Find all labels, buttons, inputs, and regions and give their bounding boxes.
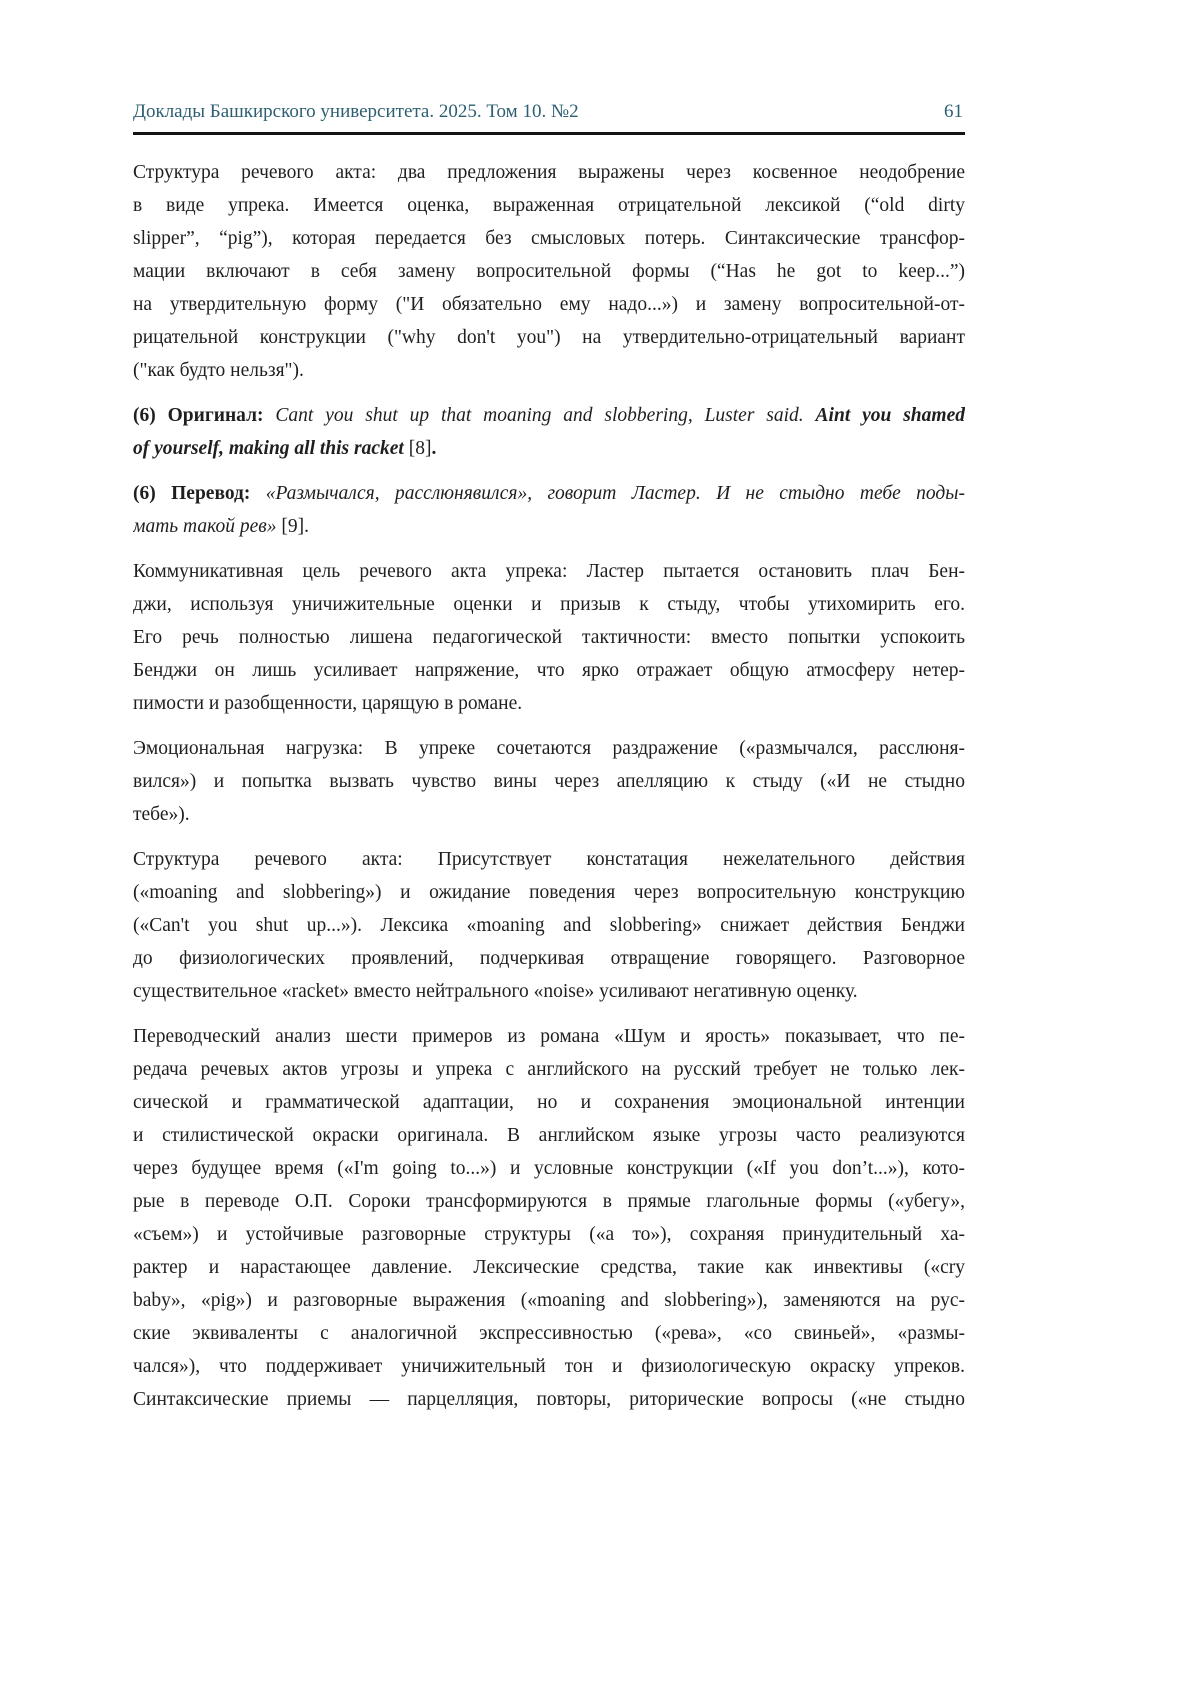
- text-run: Эмоциональная нагрузка: В упреке сочетаются раздражение («размычался, расслюня-: [133, 738, 965, 759]
- page-content: [133, 101, 965, 1416]
- text-run: через будущее время («I'm going to...») и условные конструкции («If you don’t...»), кото-: [133, 1158, 965, 1179]
- journal-title: Доклады Башкирского университета. 2025. Том 10. №2: [133, 101, 579, 122]
- text-line: [133, 588, 965, 621]
- text-line: [133, 477, 965, 510]
- text-run: на утвердительную форму ("И обязательно ему надо...») и замену вопросительной-от-: [133, 294, 965, 315]
- text-run: («moaning and slobbering») и ожидание поведения через вопросительную конструкцию: [133, 882, 965, 903]
- text-line: [133, 1383, 965, 1416]
- text-run: Синтаксические приемы — парцелляция, повторы, риторические вопросы («не стыдно: [133, 1389, 965, 1410]
- text-line: [133, 687, 965, 720]
- text-line: [133, 1251, 965, 1284]
- text-run: ("как будто нельзя").: [133, 360, 304, 381]
- text-line: [133, 1020, 965, 1053]
- text-run: мать такой рев»: [133, 516, 277, 537]
- text-run: тебе»).: [133, 804, 190, 825]
- text-run: чался»), что поддерживает уничижительный тон и физиологическую окраску упреков.: [133, 1356, 965, 1377]
- text-run: «съем») и устойчивые разговорные структуры («а то»), сохраняя принудительный ха-: [133, 1224, 965, 1245]
- paragraph: [133, 477, 965, 543]
- text-line: [133, 510, 965, 543]
- text-line: [133, 732, 965, 765]
- text-line: [133, 1218, 965, 1251]
- text-run: рицательной конструкции ("why don't you") на утвердительно-отрицательный вариант: [133, 327, 965, 348]
- text-line: [133, 975, 965, 1008]
- header-rule: [133, 132, 965, 135]
- text-run: и стилистической окраски оригинала. В английском языке угрозы часто реализуются: [133, 1125, 965, 1146]
- text-line: [133, 1317, 965, 1350]
- text-run: редача речевых актов угрозы и упрека с английского на русский требует не только лек-: [133, 1059, 965, 1080]
- text-run: slipper”, “pig”), которая передается без смысловых потерь. Синтаксические трансфор-: [133, 228, 965, 249]
- text-line: [133, 1119, 965, 1152]
- text-line: [133, 288, 965, 321]
- paragraph: [133, 843, 965, 1008]
- text-line: [133, 354, 965, 387]
- text-run: существительное «racket» вместо нейтрального «noise» усиливают негативную оценку.: [133, 981, 858, 1002]
- text-run: рые в переводе О.П. Сороки трансформируются в прямые глагольные формы («убегу»,: [133, 1191, 965, 1212]
- text-run: в виде упрека. Имеется оценка, выраженная отрицательной лексикой (“old dirty: [133, 195, 965, 216]
- text-line: [133, 942, 965, 975]
- text-run: до физиологических проявлений, подчеркивая отвращение говорящего. Разговорное: [133, 948, 965, 969]
- text-line: [133, 654, 965, 687]
- text-run: пимости и разобщенности, царящую в романе.: [133, 693, 523, 714]
- text-run: Aint you shamed: [815, 405, 965, 426]
- text-line: [133, 1086, 965, 1119]
- running-header: [133, 101, 965, 132]
- paragraph: [133, 399, 965, 465]
- text-line: [133, 843, 965, 876]
- text-run: Переводческий анализ шести примеров из романа «Шум и ярость» показывает, что пе-: [133, 1026, 965, 1047]
- paragraph: [133, 732, 965, 831]
- text-line: [133, 432, 965, 465]
- text-run: рактер и нарастающее давление. Лексические средства, такие как инвективы («cry: [133, 1257, 965, 1278]
- text-run: (6) Перевод:: [133, 483, 266, 504]
- text-line: [133, 1053, 965, 1086]
- text-line: [133, 222, 965, 255]
- text-run: Коммуникативная цель речевого акта упрека: Ластер пытается остановить плач Бен-: [133, 561, 965, 582]
- text-run: вился») и попытка вызвать чувство вины через апелляцию к стыду («И не стыдно: [133, 771, 965, 792]
- text-line: [133, 1152, 965, 1185]
- text-run: Структура речевого акта: Присутствует констатация нежелательного действия: [133, 849, 965, 870]
- text-line: [133, 621, 965, 654]
- text-run: Структура речевого акта: два предложения выражены через косвенное неодобрение: [133, 162, 965, 183]
- text-line: [133, 1284, 965, 1317]
- text-line: [133, 765, 965, 798]
- text-run: джи, используя уничижительные оценки и призыв к стыду, чтобы утихомирить его.: [133, 594, 965, 615]
- text-run: of yourself, making all this racket: [133, 438, 404, 459]
- text-line: [133, 909, 965, 942]
- text-run: сической и грамматической адаптации, но и сохранения эмоциональной интенции: [133, 1092, 965, 1113]
- text-run: Cant you shut up that moaning and slobbering, Luster said.: [275, 405, 816, 426]
- text-run: [9].: [276, 516, 309, 537]
- text-run: ские эквиваленты с аналогичной экспрессивностью («рева», «со свиньей», «размы-: [133, 1323, 965, 1344]
- page-number: 61: [944, 101, 963, 122]
- text-run: .: [431, 438, 437, 459]
- text-line: [133, 321, 965, 354]
- paragraph: [133, 156, 965, 387]
- text-run: (6) Оригинал:: [133, 405, 276, 426]
- text-line: [133, 1350, 965, 1383]
- text-line: [133, 255, 965, 288]
- paragraph: [133, 1020, 965, 1416]
- text-line: [133, 156, 965, 189]
- text-run: baby», «pig») и разговорные выражения («moaning and slobbering»), заменяются на рус-: [133, 1290, 965, 1311]
- text-line: [133, 1185, 965, 1218]
- paragraph: [133, 555, 965, 720]
- text-run: мации включают в себя замену вопросительной формы (“Has he got to keep...”): [133, 261, 965, 282]
- text-run: [8]: [403, 438, 432, 459]
- text-run: Его речь полностью лишена педагогической тактичности: вместо попытки успокоить: [133, 627, 965, 648]
- text-line: [133, 189, 965, 222]
- text-run: «Размычался, расслюнявился», говорит Ластер. И не стыдно тебе поды-: [265, 483, 965, 504]
- text-run: Бенджи он лишь усиливает напряжение, что ярко отражает общую атмосферу нетер-: [133, 660, 965, 681]
- text-line: [133, 555, 965, 588]
- text-line: [133, 876, 965, 909]
- text-run: («Can't you shut up...»). Лексика «moaning and slobbering» снижает действия Бенджи: [133, 915, 965, 936]
- text-line: [133, 399, 965, 432]
- document-body: [133, 156, 965, 1416]
- text-line: [133, 798, 965, 831]
